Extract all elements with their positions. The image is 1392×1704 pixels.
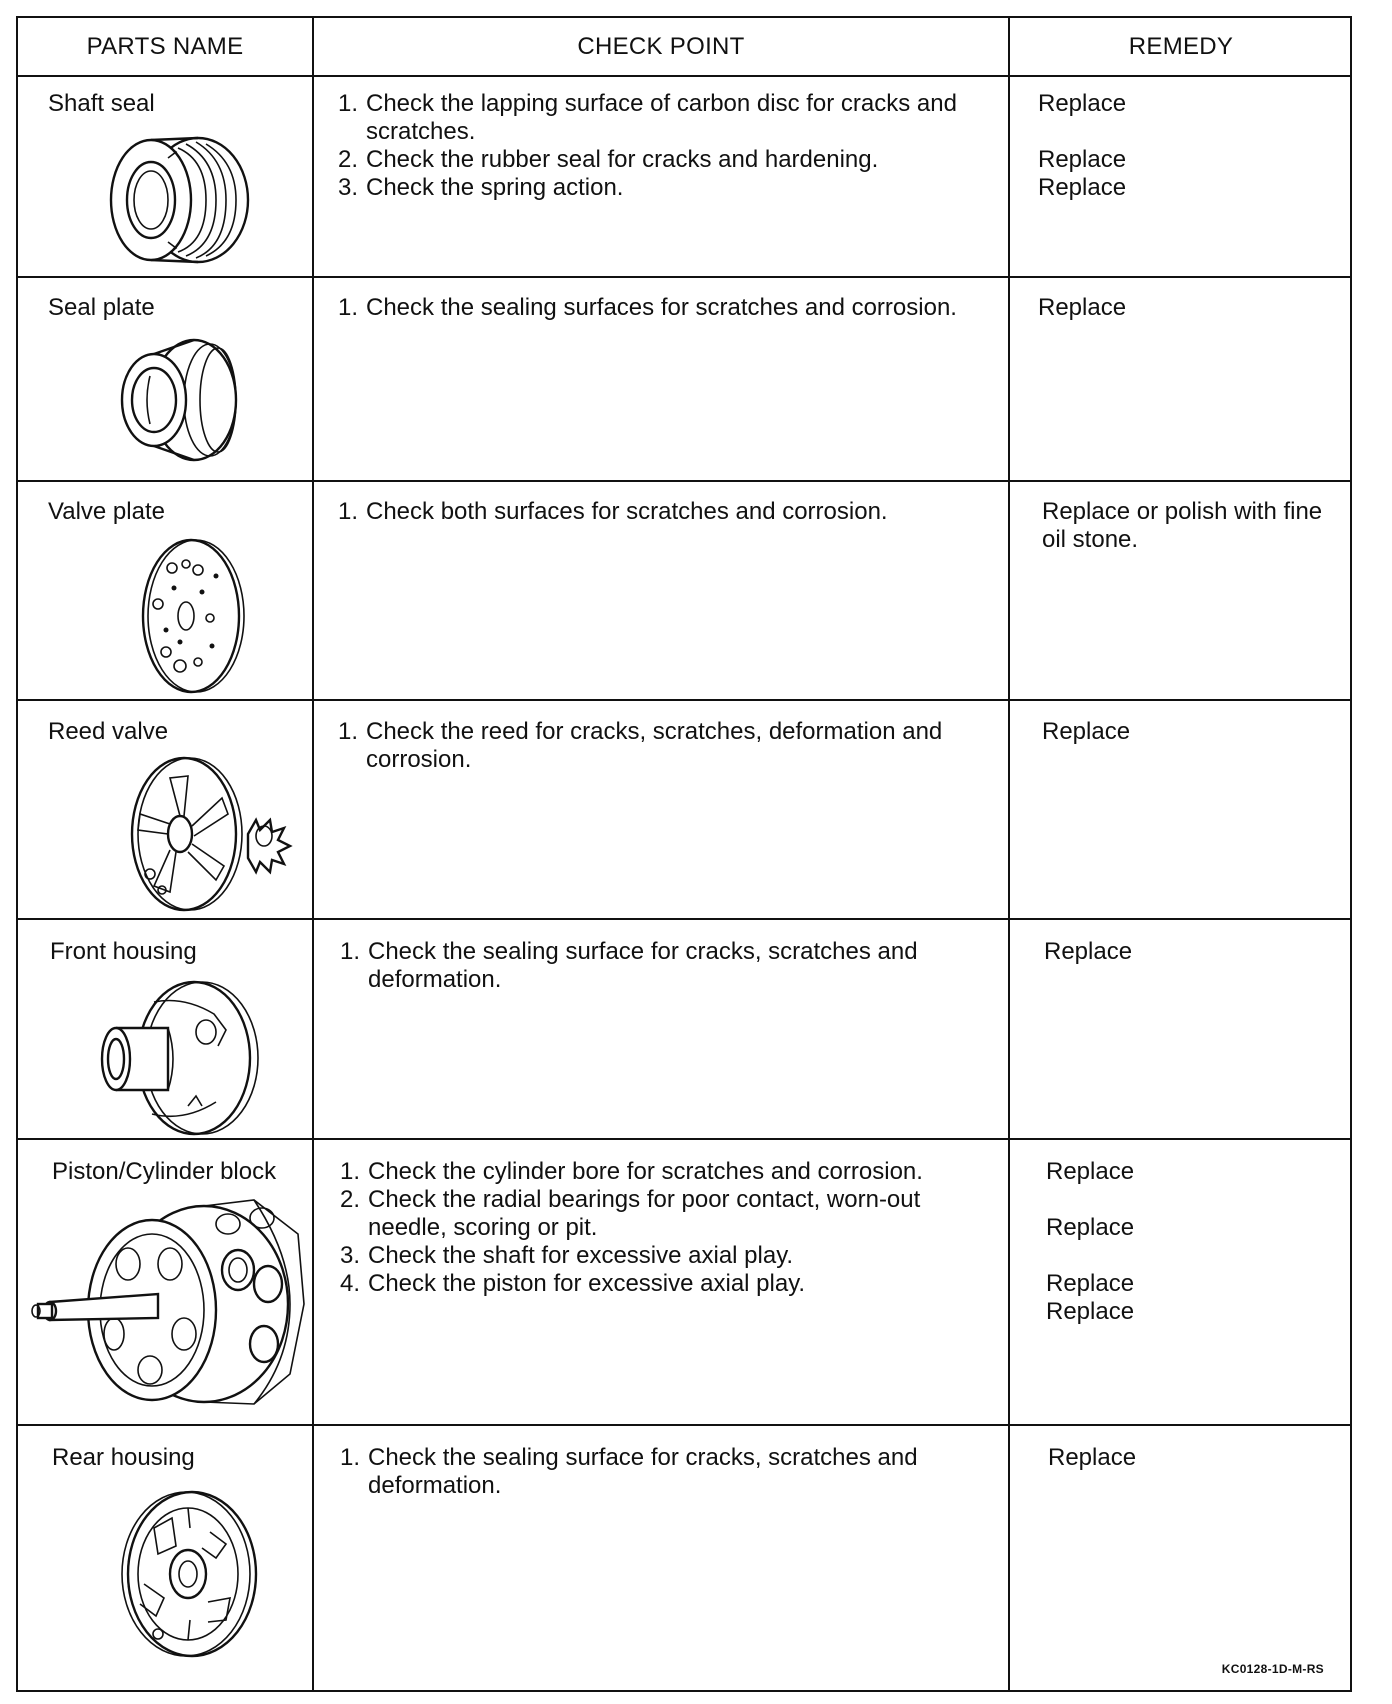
check-text: Check the sealing surface for cracks, scratches and deformation. xyxy=(368,938,918,993)
check-item xyxy=(340,1242,1000,1270)
check-item xyxy=(338,718,998,774)
remedy-text: Replace xyxy=(1046,1270,1135,1297)
remedy-text: Replace xyxy=(1048,1444,1137,1471)
check-number: 3. xyxy=(338,174,359,201)
shaft-seal-icon xyxy=(106,130,256,275)
check-list-rear-housing xyxy=(340,1444,1000,1500)
check-number: 1. xyxy=(338,90,359,117)
remedy-spacer xyxy=(1046,1242,1346,1270)
check-text: Check the radial bearings for poor contact, worn-out needle, scoring or pit. xyxy=(368,1186,921,1241)
check-text: Check the sealing surface for cracks, scratches and deformation. xyxy=(368,1444,918,1499)
part-name-valve-plate: Valve plate xyxy=(48,498,165,525)
inspection-table xyxy=(16,16,1352,1692)
check-list-front-housing xyxy=(340,938,1000,994)
remedy-spacer xyxy=(1038,118,1338,146)
remedy-text: Replace or polish with fine oil stone. xyxy=(1042,498,1329,553)
check-text: Check the spring action. xyxy=(366,174,624,201)
check-text: Check the reed for cracks, scratches, deformation and corrosion. xyxy=(366,718,943,773)
remedy-text: Replace xyxy=(1046,1158,1135,1185)
piston-cylinder-block-icon xyxy=(28,1194,308,1419)
reed-valve-icon xyxy=(122,754,302,919)
check-item xyxy=(340,1444,1000,1500)
check-text: Check the piston for excessive axial play. xyxy=(368,1270,806,1297)
remedy-text: Replace xyxy=(1046,1214,1135,1241)
column-divider xyxy=(312,18,314,1690)
part-name-seal-plate: Seal plate xyxy=(48,294,155,321)
remedy-piston-cylinder-block xyxy=(1046,1158,1346,1326)
remedy-text: Replace xyxy=(1042,718,1131,745)
row-divider xyxy=(18,480,1350,482)
front-housing-icon xyxy=(94,978,264,1143)
check-list-piston-cylinder-block xyxy=(340,1158,1000,1298)
part-name-reed-valve: Reed valve xyxy=(48,718,169,745)
header-parts-name: PARTS NAME xyxy=(86,33,244,60)
check-number: 1. xyxy=(338,498,359,525)
check-text: Check both surfaces for scratches and corrosion. xyxy=(366,498,888,525)
check-item xyxy=(340,1270,1000,1298)
remedy-seal-plate xyxy=(1038,294,1338,322)
check-list-reed-valve xyxy=(338,718,998,774)
seal-plate-icon xyxy=(114,334,244,469)
check-text: Check the shaft for excessive axial play. xyxy=(368,1242,794,1269)
check-item xyxy=(338,294,998,322)
check-text: Check the cylinder bore for scratches and corrosion. xyxy=(368,1158,923,1185)
rear-housing-icon xyxy=(114,1488,264,1663)
remedy-text: Replace xyxy=(1038,90,1127,117)
check-number: 4. xyxy=(340,1270,361,1297)
remedy-spacer xyxy=(1046,1186,1346,1214)
header-remedy: REMEDY xyxy=(1128,33,1234,60)
remedy-text: Replace xyxy=(1038,146,1127,173)
part-name-piston-cylinder-block: Piston/Cylinder block xyxy=(52,1158,277,1185)
check-list-seal-plate xyxy=(338,294,998,322)
check-text: Check the rubber seal for cracks and hardening. xyxy=(366,146,879,173)
remedy-shaft-seal xyxy=(1038,90,1338,202)
part-name-rear-housing: Rear housing xyxy=(52,1444,195,1471)
check-number: 1. xyxy=(338,294,359,321)
header-check-point: CHECK POINT xyxy=(577,33,745,60)
check-list-valve-plate xyxy=(338,498,998,526)
reference-code: KC0128-1D-M-RS xyxy=(1221,1662,1324,1676)
remedy-text: Replace xyxy=(1038,294,1127,321)
check-text: Check the lapping surface of carbon disc for cracks and scratches. xyxy=(366,90,957,145)
remedy-valve-plate xyxy=(1042,498,1342,554)
row-divider xyxy=(18,1424,1350,1426)
check-number: 1. xyxy=(340,1444,361,1471)
remedy-front-housing xyxy=(1044,938,1344,966)
check-item xyxy=(338,174,998,202)
remedy-text: Replace xyxy=(1046,1298,1135,1325)
valve-plate-icon xyxy=(136,536,246,701)
check-item xyxy=(338,90,998,146)
remedy-reed-valve xyxy=(1042,718,1342,746)
part-name-front-housing: Front housing xyxy=(50,938,197,965)
check-number: 3. xyxy=(340,1242,361,1269)
check-list-shaft-seal xyxy=(338,90,998,202)
part-name-shaft-seal: Shaft seal xyxy=(48,90,155,117)
check-text: Check the sealing surfaces for scratches and corrosion. xyxy=(366,294,957,321)
check-item xyxy=(338,498,998,526)
check-number: 2. xyxy=(338,146,359,173)
check-number: 2. xyxy=(340,1186,361,1213)
check-number: 1. xyxy=(340,938,361,965)
remedy-text: Replace xyxy=(1044,938,1133,965)
remedy-rear-housing xyxy=(1048,1444,1348,1472)
remedy-text: Replace xyxy=(1038,174,1127,201)
check-item xyxy=(340,938,1000,994)
row-divider xyxy=(18,276,1350,278)
check-item xyxy=(340,1158,1000,1186)
check-item xyxy=(340,1186,1000,1242)
check-number: 1. xyxy=(340,1158,361,1185)
check-item xyxy=(338,146,998,174)
column-divider xyxy=(1008,18,1010,1690)
check-number: 1. xyxy=(338,718,359,745)
